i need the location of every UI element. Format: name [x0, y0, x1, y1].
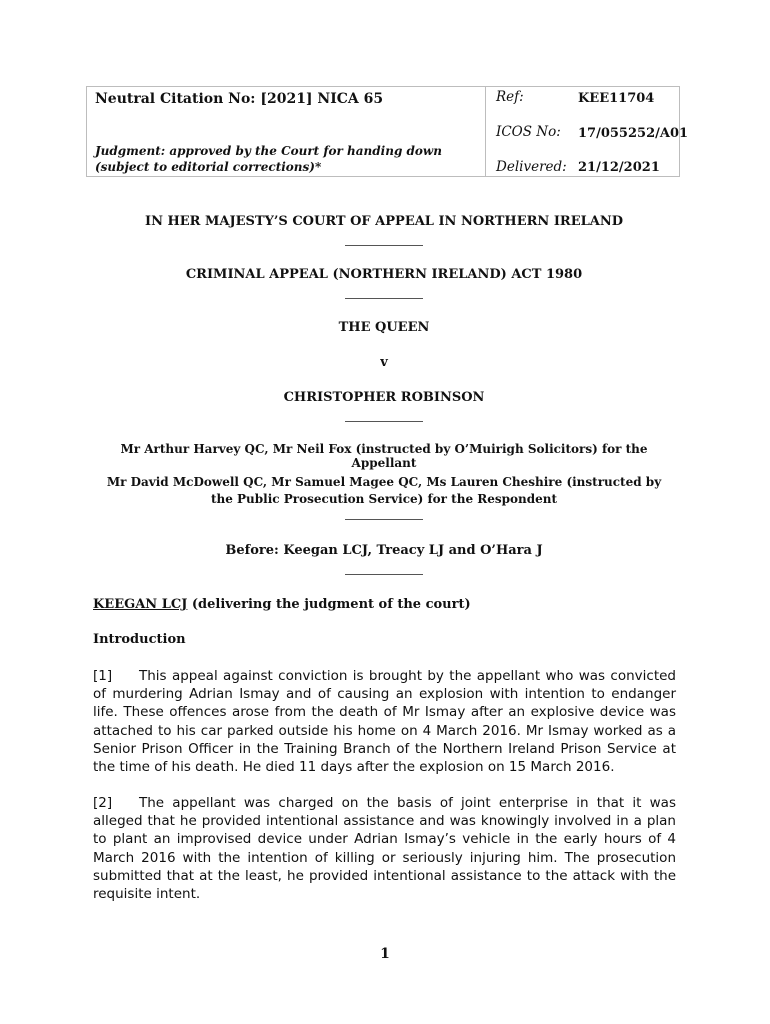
ref-value: KEE11704 — [578, 91, 655, 106]
paragraph — [93, 667, 676, 776]
judge-name: KEEGAN LCJ — [93, 597, 188, 612]
bench: Before: Keegan LCJ, Treacy LJ and O’Hara J — [225, 543, 543, 558]
neutral-citation: Neutral Citation No: [2021] NICA 65 — [95, 91, 384, 107]
party-crown: THE QUEEN — [338, 320, 430, 335]
counsel-respondent: Mr David McDowell QC, Mr Samuel Magee QC, Ms Lauren Cheshire (instructed by the Public Prosecution Service) for the Respondent — [106, 475, 662, 506]
counsel-appellant: Mr Arthur Harvey QC, Mr Neil Fox (instructed by O’Muirigh Solicitors) for the Appellant — [120, 442, 648, 470]
separator-rule — [345, 245, 423, 246]
separator-rule — [345, 421, 423, 422]
judge-suffix: (delivering the judgment of the court) — [187, 597, 471, 612]
table-divider — [485, 87, 486, 176]
paragraph-text: This appeal against conviction is brought by the appellant who was convicted of murdering Adrian Ismay and of causing an explosion with intention to endanger life. These offences arose from the death of Mr Ismay after an explosive device was attached to his car parked outside his home on 4 March 2016. Mr Ismay worked as a Senior Prison Officer in the Training Branch of the Northern Ireland Prison Service at the time of his death. He died 11 days after the explosion on 15 March 2016. — [93, 668, 676, 776]
court-title: IN HER MAJESTY’S COURT OF APPEAL IN NORTHERN IRELAND — [144, 214, 624, 229]
delivered-value: 21/12/2021 — [578, 160, 660, 175]
paragraph-number: [2] — [93, 795, 113, 811]
act-title: CRIMINAL APPEAL (NORTHERN IRELAND) ACT 1980 — [185, 267, 583, 282]
ref-label: Ref: — [496, 89, 524, 105]
paragraph-text: The appellant was charged on the basis of joint enterprise in that it was alleged that he provided intentional assistance and was knowingly involved in a plan to plant an improvised device under Adrian Ismay’s vehicle in the early hours of 4 March 2016 with the intention of killing or seriously injuring him. The prosecution submitted that at the least, he provided intentional assistance to the attack with the requisite intent. — [93, 795, 676, 903]
citation-header-table — [86, 86, 689, 177]
page-number: 1 — [380, 946, 390, 962]
section-heading: Introduction — [93, 632, 186, 647]
party-appellant: CHRISTOPHER ROBINSON — [283, 390, 485, 405]
judgment-author — [93, 597, 471, 612]
delivered-label: Delivered: — [496, 159, 567, 175]
paragraph-number: [1] — [93, 668, 113, 684]
judgment-note: Judgment: approved by the Court for handing down (subject to editorial corrections)* — [95, 144, 442, 174]
separator-rule — [345, 298, 423, 299]
icos-label: ICOS No: — [496, 124, 561, 140]
icos-value: 17/055252/A01 — [578, 126, 689, 141]
separator-rule — [345, 574, 423, 575]
paragraph — [93, 794, 676, 903]
versus: v — [380, 355, 388, 370]
separator-rule — [345, 519, 423, 520]
